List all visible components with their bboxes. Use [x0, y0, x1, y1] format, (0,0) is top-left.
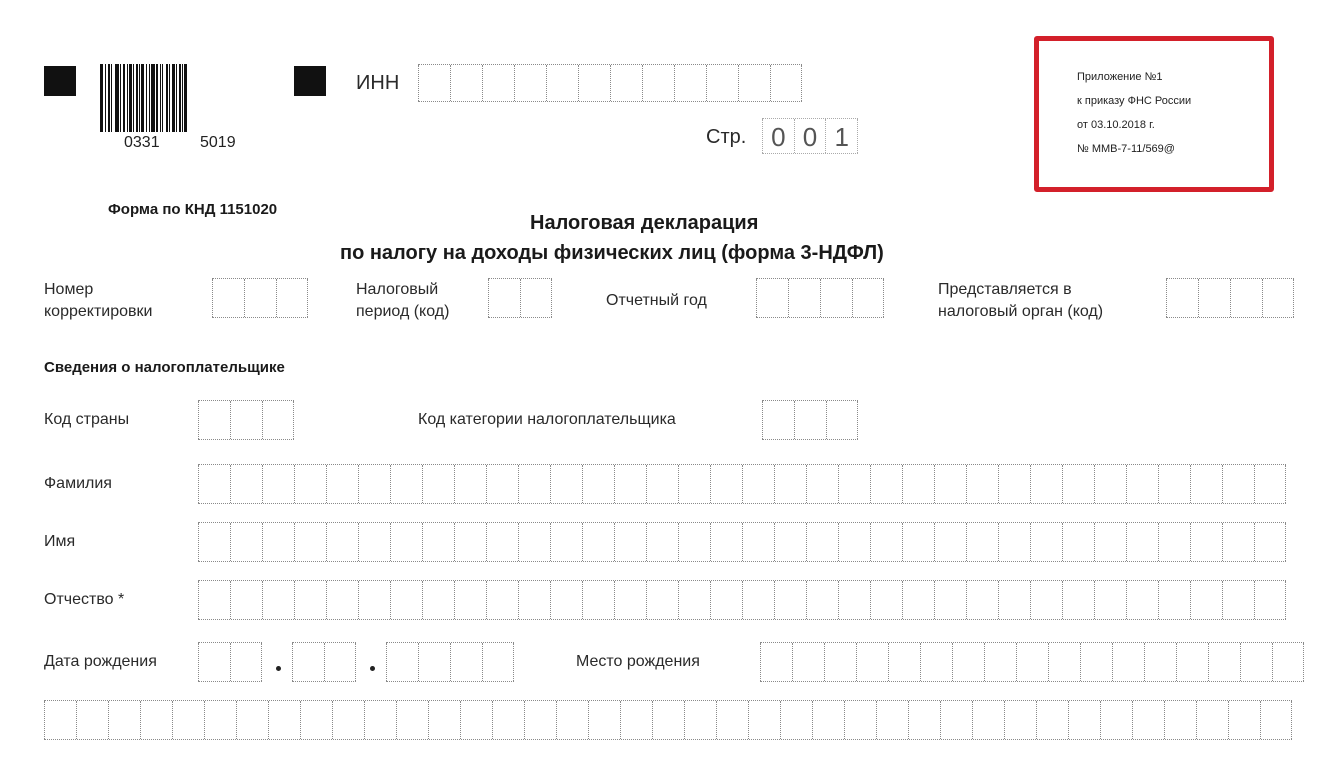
input-cell[interactable] — [1132, 701, 1164, 739]
input-cell[interactable] — [518, 465, 550, 503]
input-cell[interactable] — [716, 701, 748, 739]
input-cell[interactable] — [1158, 581, 1190, 619]
surname-field[interactable] — [198, 464, 1286, 504]
input-cell[interactable] — [678, 465, 710, 503]
input-cell[interactable] — [514, 65, 546, 101]
input-cell[interactable] — [760, 643, 792, 681]
input-cell[interactable] — [244, 279, 276, 317]
inn-field[interactable] — [418, 64, 802, 102]
input-cell[interactable] — [940, 701, 972, 739]
input-cell[interactable] — [678, 581, 710, 619]
input-cell[interactable] — [454, 523, 486, 561]
input-cell[interactable] — [620, 701, 652, 739]
input-cell[interactable] — [972, 701, 1004, 739]
inn-label: ИНН — [356, 72, 400, 94]
barcode — [100, 64, 270, 132]
input-cell[interactable] — [1030, 523, 1062, 561]
input-cell[interactable] — [1164, 701, 1196, 739]
input-cell[interactable] — [902, 465, 934, 503]
input-cell[interactable] — [1254, 581, 1286, 619]
input-cell[interactable] — [614, 523, 646, 561]
input-cell[interactable] — [450, 643, 482, 681]
input-cell[interactable] — [518, 581, 550, 619]
document-title-line2: по налогу на доходы физических лиц (форма 3-НДФЛ) — [340, 242, 884, 264]
input-cell[interactable] — [454, 465, 486, 503]
input-cell[interactable] — [582, 581, 614, 619]
input-cell[interactable] — [856, 643, 888, 681]
input-cell[interactable] — [838, 581, 870, 619]
input-cell[interactable] — [230, 581, 262, 619]
input-cell[interactable] — [710, 581, 742, 619]
birth-place-continuation-field[interactable] — [44, 700, 1292, 740]
input-cell[interactable] — [262, 581, 294, 619]
input-cell[interactable] — [710, 523, 742, 561]
input-cell[interactable] — [358, 465, 390, 503]
input-cell[interactable] — [966, 523, 998, 561]
page-digit: 0 — [794, 119, 826, 153]
input-cell[interactable] — [518, 523, 550, 561]
input-cell[interactable] — [332, 701, 364, 739]
input-cell[interactable] — [198, 581, 230, 619]
taxpayer-category-field[interactable] — [762, 400, 858, 440]
input-cell[interactable] — [710, 465, 742, 503]
input-cell[interactable] — [488, 279, 520, 317]
input-cell[interactable] — [422, 581, 454, 619]
taxpayer-category-label: Код категории налогоплательщика — [418, 411, 676, 428]
input-cell[interactable] — [684, 701, 716, 739]
input-cell[interactable] — [230, 465, 262, 503]
form-code: Форма по КНД 1151020 — [108, 201, 278, 218]
input-cell[interactable] — [1126, 465, 1158, 503]
input-cell[interactable] — [652, 701, 684, 739]
input-cell[interactable] — [674, 65, 706, 101]
input-cell[interactable] — [1030, 465, 1062, 503]
input-cell[interactable] — [774, 465, 806, 503]
input-cell[interactable] — [1260, 701, 1292, 739]
input-cell[interactable] — [550, 523, 582, 561]
page-label: Стр. — [706, 126, 747, 148]
input-cell[interactable] — [300, 701, 332, 739]
input-cell[interactable] — [706, 65, 738, 101]
input-cell[interactable] — [44, 701, 76, 739]
input-cell[interactable] — [454, 581, 486, 619]
input-cell[interactable] — [806, 581, 838, 619]
input-cell[interactable] — [386, 643, 418, 681]
input-cell[interactable] — [1166, 279, 1198, 317]
input-cell[interactable] — [742, 465, 774, 503]
order-reference-stamp — [1034, 36, 1274, 192]
tax-authority-code-field[interactable] — [1166, 278, 1294, 318]
input-cell[interactable] — [236, 701, 268, 739]
input-cell[interactable] — [870, 465, 902, 503]
input-cell[interactable] — [276, 279, 308, 317]
tax-period-label-line1: Налоговый — [356, 281, 439, 298]
input-cell[interactable] — [742, 581, 774, 619]
input-cell[interactable] — [198, 643, 230, 681]
input-cell[interactable] — [520, 279, 552, 317]
input-cell[interactable] — [1158, 523, 1190, 561]
input-cell[interactable] — [198, 401, 230, 439]
input-cell[interactable] — [326, 581, 358, 619]
input-cell[interactable] — [762, 401, 794, 439]
input-cell[interactable] — [262, 523, 294, 561]
tax-authority-label-line2: налоговый орган (код) — [938, 303, 1104, 320]
input-cell[interactable] — [358, 581, 390, 619]
input-cell[interactable] — [294, 523, 326, 561]
input-cell[interactable] — [646, 523, 678, 561]
input-cell[interactable] — [1126, 523, 1158, 561]
input-cell[interactable] — [1036, 701, 1068, 739]
input-cell[interactable] — [1062, 465, 1094, 503]
input-cell[interactable] — [1062, 523, 1094, 561]
barcode-number-left: 0331 — [124, 134, 160, 151]
surname-label: Фамилия — [44, 475, 112, 492]
input-cell[interactable] — [364, 701, 396, 739]
input-cell[interactable] — [76, 701, 108, 739]
input-cell[interactable] — [614, 465, 646, 503]
input-cell[interactable] — [550, 465, 582, 503]
input-cell[interactable] — [1094, 465, 1126, 503]
input-cell[interactable] — [780, 701, 812, 739]
input-cell[interactable] — [262, 465, 294, 503]
input-cell[interactable] — [1004, 701, 1036, 739]
input-cell[interactable] — [774, 581, 806, 619]
input-cell[interactable] — [326, 465, 358, 503]
input-cell[interactable] — [998, 523, 1030, 561]
input-cell[interactable] — [1254, 523, 1286, 561]
input-cell[interactable] — [614, 581, 646, 619]
input-cell[interactable] — [820, 279, 852, 317]
page-number-field[interactable] — [762, 118, 858, 154]
input-cell[interactable] — [1228, 701, 1260, 739]
input-cell[interactable] — [902, 581, 934, 619]
birth-date-label: Дата рождения — [44, 653, 157, 670]
input-cell[interactable] — [788, 279, 820, 317]
taxpayer-section-title: Сведения о налогоплательщике — [44, 359, 285, 376]
correction-number-label-line2: корректировки — [44, 303, 153, 320]
input-cell[interactable] — [262, 401, 294, 439]
input-cell[interactable] — [794, 401, 826, 439]
page-digit: 1 — [825, 119, 858, 153]
input-cell[interactable] — [1094, 581, 1126, 619]
input-cell[interactable] — [1208, 643, 1240, 681]
input-cell[interactable] — [934, 465, 966, 503]
birth-year-field[interactable] — [386, 642, 514, 682]
input-cell[interactable] — [324, 643, 356, 681]
input-cell[interactable] — [610, 65, 642, 101]
input-cell[interactable] — [198, 523, 230, 561]
input-cell[interactable] — [1126, 581, 1158, 619]
registration-marker-right — [294, 66, 326, 96]
input-cell[interactable] — [1230, 279, 1262, 317]
input-cell[interactable] — [1068, 701, 1100, 739]
input-cell[interactable] — [204, 701, 236, 739]
input-cell[interactable] — [738, 65, 770, 101]
input-cell[interactable] — [486, 581, 518, 619]
input-cell[interactable] — [396, 701, 428, 739]
input-cell[interactable] — [998, 465, 1030, 503]
input-cell[interactable] — [326, 523, 358, 561]
input-cell[interactable] — [268, 701, 300, 739]
tax-period-label-line2: период (код) — [356, 303, 450, 320]
input-cell[interactable] — [1094, 523, 1126, 561]
input-cell[interactable] — [140, 701, 172, 739]
input-cell[interactable] — [952, 643, 984, 681]
page-digit: 0 — [762, 119, 794, 153]
tax-period-field[interactable] — [488, 278, 552, 318]
input-cell[interactable] — [1016, 643, 1048, 681]
input-cell[interactable] — [770, 65, 802, 101]
report-year-field[interactable] — [756, 278, 884, 318]
birth-place-field[interactable] — [760, 642, 1304, 682]
input-cell[interactable] — [422, 465, 454, 503]
input-cell[interactable] — [390, 581, 422, 619]
input-cell[interactable] — [748, 701, 780, 739]
registration-marker-left — [44, 66, 76, 96]
input-cell[interactable] — [642, 65, 674, 101]
input-cell[interactable] — [1144, 643, 1176, 681]
input-cell[interactable] — [1080, 643, 1112, 681]
input-cell[interactable] — [1240, 643, 1272, 681]
input-cell[interactable] — [1222, 465, 1254, 503]
input-cell[interactable] — [966, 581, 998, 619]
input-cell[interactable] — [646, 581, 678, 619]
birth-day-field[interactable] — [198, 642, 262, 682]
input-cell[interactable] — [742, 523, 774, 561]
stamp-line: № ММВ-7-11/569@ — [1077, 143, 1175, 155]
input-cell[interactable] — [966, 465, 998, 503]
input-cell[interactable] — [390, 465, 422, 503]
input-cell[interactable] — [984, 643, 1016, 681]
input-cell[interactable] — [230, 643, 262, 681]
stamp-line: от 03.10.2018 г. — [1077, 119, 1155, 131]
input-cell[interactable] — [1048, 643, 1080, 681]
input-cell[interactable] — [1158, 465, 1190, 503]
correction-number-field[interactable] — [212, 278, 308, 318]
input-cell[interactable] — [870, 523, 902, 561]
input-cell[interactable] — [230, 401, 262, 439]
patronymic-field[interactable] — [198, 580, 1286, 620]
correction-number-label-line1: Номер — [44, 281, 94, 298]
input-cell[interactable] — [908, 701, 940, 739]
tax-authority-label-line1: Представляется в — [938, 281, 1072, 298]
input-cell[interactable] — [1176, 643, 1208, 681]
input-cell[interactable] — [1196, 701, 1228, 739]
input-cell[interactable] — [1030, 581, 1062, 619]
input-cell[interactable] — [774, 523, 806, 561]
input-cell[interactable] — [294, 465, 326, 503]
date-separator-dot — [370, 666, 375, 671]
input-cell[interactable] — [756, 279, 788, 317]
input-cell[interactable] — [1190, 523, 1222, 561]
input-cell[interactable] — [212, 279, 244, 317]
input-cell[interactable] — [678, 523, 710, 561]
input-cell[interactable] — [390, 523, 422, 561]
report-year-label: Отчетный год — [606, 292, 707, 309]
input-cell[interactable] — [998, 581, 1030, 619]
input-cell[interactable] — [1262, 279, 1294, 317]
input-cell[interactable] — [588, 701, 620, 739]
input-cell[interactable] — [844, 701, 876, 739]
stamp-line: Приложение №1 — [1077, 71, 1163, 83]
input-cell[interactable] — [486, 523, 518, 561]
input-cell[interactable] — [792, 643, 824, 681]
input-cell[interactable] — [482, 65, 514, 101]
input-cell[interactable] — [646, 465, 678, 503]
input-cell[interactable] — [1190, 465, 1222, 503]
input-cell[interactable] — [198, 465, 230, 503]
input-cell[interactable] — [826, 401, 858, 439]
birth-place-label: Место рождения — [576, 653, 700, 670]
input-cell[interactable] — [1254, 465, 1286, 503]
input-cell[interactable] — [578, 65, 610, 101]
input-cell[interactable] — [428, 701, 460, 739]
input-cell[interactable] — [852, 279, 884, 317]
input-cell[interactable] — [1100, 701, 1132, 739]
input-cell[interactable] — [460, 701, 492, 739]
input-cell[interactable] — [556, 701, 588, 739]
input-cell[interactable] — [1198, 279, 1230, 317]
input-cell[interactable] — [482, 643, 514, 681]
input-cell[interactable] — [806, 523, 838, 561]
input-cell[interactable] — [1190, 581, 1222, 619]
input-cell[interactable] — [486, 465, 518, 503]
country-code-label: Код страны — [44, 411, 130, 428]
stamp-line: к приказу ФНС России — [1077, 95, 1192, 107]
input-cell[interactable] — [902, 523, 934, 561]
input-cell[interactable] — [934, 581, 966, 619]
input-cell[interactable] — [838, 465, 870, 503]
input-cell[interactable] — [450, 65, 482, 101]
input-cell[interactable] — [888, 643, 920, 681]
input-cell[interactable] — [870, 581, 902, 619]
input-cell[interactable] — [838, 523, 870, 561]
barcode-number-right: 5019 — [200, 134, 236, 151]
input-cell[interactable] — [806, 465, 838, 503]
input-cell[interactable] — [1272, 643, 1304, 681]
input-cell[interactable] — [422, 523, 454, 561]
input-cell[interactable] — [920, 643, 952, 681]
input-cell[interactable] — [876, 701, 908, 739]
input-cell[interactable] — [1062, 581, 1094, 619]
input-cell[interactable] — [230, 523, 262, 561]
input-cell[interactable] — [524, 701, 556, 739]
input-cell[interactable] — [1222, 523, 1254, 561]
input-cell[interactable] — [1222, 581, 1254, 619]
input-cell[interactable] — [358, 523, 390, 561]
input-cell[interactable] — [582, 523, 614, 561]
input-cell[interactable] — [294, 581, 326, 619]
input-cell[interactable] — [550, 581, 582, 619]
input-cell[interactable] — [418, 65, 450, 101]
input-cell[interactable] — [582, 465, 614, 503]
input-cell[interactable] — [172, 701, 204, 739]
input-cell[interactable] — [108, 701, 140, 739]
input-cell[interactable] — [418, 643, 450, 681]
input-cell[interactable] — [546, 65, 578, 101]
input-cell[interactable] — [1112, 643, 1144, 681]
country-code-field[interactable] — [198, 400, 294, 440]
birth-month-field[interactable] — [292, 642, 356, 682]
name-label: Имя — [44, 533, 76, 550]
name-field[interactable] — [198, 522, 1286, 562]
input-cell[interactable] — [812, 701, 844, 739]
input-cell[interactable] — [934, 523, 966, 561]
date-separator-dot — [276, 666, 281, 671]
document-title-line1: Налоговая декларация — [530, 212, 759, 234]
input-cell[interactable] — [824, 643, 856, 681]
patronymic-label: Отчество * — [44, 591, 125, 608]
input-cell[interactable] — [292, 643, 324, 681]
input-cell[interactable] — [492, 701, 524, 739]
